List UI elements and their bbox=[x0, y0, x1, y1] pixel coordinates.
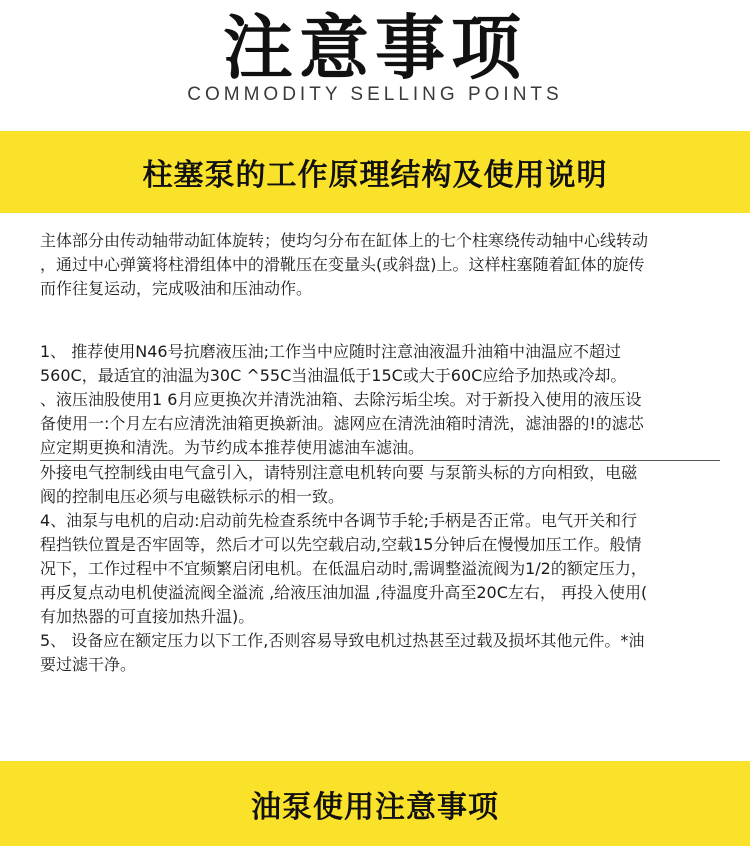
note-line: 再反复点动电机使溢流阀全溢流 ,给液压油加温 ,待温度升高至20C左右， 再投入使用( bbox=[40, 583, 648, 602]
section-title-precautions: 油泵使用注意事项 bbox=[251, 789, 499, 825]
intro-paragraph bbox=[40, 229, 720, 301]
intro-line: 主体部分由传动轴带动缸体旋转；使均匀分布在缸体上的七个柱寒绕传动轴中心线转动 bbox=[40, 231, 649, 250]
page-subtitle: COMMODITY SELLING POINTS bbox=[187, 84, 563, 105]
section-banner-precautions bbox=[0, 761, 750, 846]
note-line: 应定期更换和清洗。为节约成本推荐使用滤油车滤油。 bbox=[40, 436, 720, 461]
note-line: 外接电气控制线由电气盒引入，请特别注意电机转向要 与泵箭头标的方向相致，电磁 bbox=[40, 463, 638, 482]
page-title: 注意事项 bbox=[223, 7, 527, 89]
note-line: 阀的控制电压必须与电磁铁标示的相一致。 bbox=[40, 487, 345, 506]
note-line: 5、 设备应在额定压力以下工作,否则容易导致电机过热甚至过载及损坏其他元件。*油 bbox=[40, 631, 645, 650]
note-line: 备使用一:个月左右应清洗油箱更换新油。滤网应在清洗油箱时清洗，滤油器的!的滤芯 bbox=[40, 414, 644, 433]
section-banner-principle bbox=[0, 131, 750, 213]
note-line: 要过滤干净。 bbox=[40, 655, 137, 674]
section-title-principle: 柱塞泵的工作原理结构及使用说明 bbox=[142, 158, 608, 193]
note-line: 1、 推荐使用N46号抗磨液压油;工作当中应随时注意油液温升油箱中油温应不超过 bbox=[40, 342, 621, 361]
note-line: 560C，最适宜的油温为30C ^55C当油温低于15C或大于60C应给予加热或冷却。 bbox=[40, 366, 627, 385]
intro-line: ，通过中心弹簧将柱滑组体中的滑靴压在变量头(或斜盘)上。这样柱塞随着缸体的旋传 bbox=[40, 255, 645, 274]
usage-notes bbox=[40, 340, 720, 677]
intro-line: 而作往复运动，完成吸油和压油动作。 bbox=[40, 279, 313, 298]
note-line: 况下，工作过程中不宜频繁启闭电机。在低温启动时,需调整溢流阀为1/2的额定压力， bbox=[40, 559, 647, 578]
note-line: 程挡铁位置是否牢固等，然后才可以先空载启动,空载15分钟后在慢慢加压工作。般情 bbox=[40, 535, 642, 554]
note-line: 、液压油股使用1 6月应更换次并清洗油箱、去除污垢尘埃。对于新投入使用的液压设 bbox=[40, 390, 642, 409]
note-line: 有加热器的可直接加热升温)。 bbox=[40, 607, 255, 626]
note-line: 4、油泵与电机的启动:启动前先检查系统中各调节手轮;手柄是否正常。电气开关和行 bbox=[40, 511, 637, 530]
